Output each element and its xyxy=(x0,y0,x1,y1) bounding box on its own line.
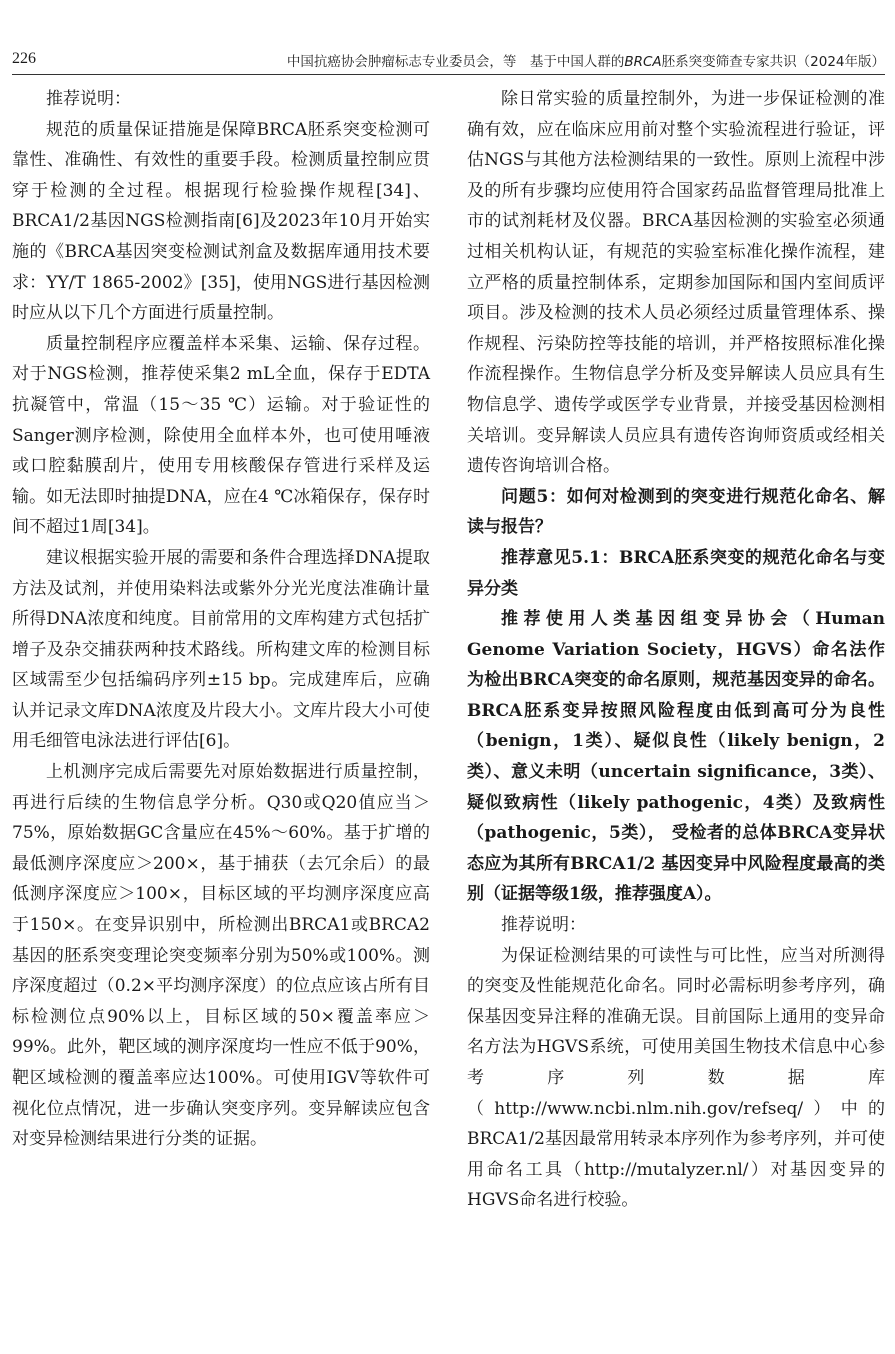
page-header xyxy=(12,46,885,75)
page-number: 226 xyxy=(12,50,36,67)
left-column xyxy=(12,84,430,1155)
paragraph-quality-assurance: 规范的质量保证措施是保障BRCA胚系突变检测可靠性、准确性、有效性的重要手段。检测质量控制应贯穿于检测的全过程。根据现行检验操作规程[34]、BRCA1/2基因NGS检测指南[6]及2023年10月开始实施的《BRCA基因突变检测试剂盒及数据库通用技术要求：YY/T 1865-2002》[35]，使用NGS进行基因检测时应从以下几个方面进行质量控制。 xyxy=(12,119,430,324)
recommendation-note-label: 推荐说明： xyxy=(46,89,131,109)
paragraph-dna-extraction: 建议根据实验开展的需要和条件合理选择DNA提取方法及试剂，并使用染料法或紫外分光光度法准确计量所得DNA浓度和纯度。目前常用的文库构建方式包括扩增子及杂交捕获两种技术路线。所构建文库的检测目标区域需至少包括编码序列±15 bp。完成建库后，应确认并记录文库DNA浓度及片段大小。文库片段大小可使用毛细管电泳法进行评估[6]。 xyxy=(12,547,430,752)
recommendation-5-1-heading: 推荐意见5.1：BRCA胚系突变的规范化命名与变异分类 xyxy=(467,547,885,599)
recommendation-5-1-body: 推荐使用人类基因组变异协会（Human Genome Variation Society，HGVS）命名法作为检出BRCA突变的命名原则，规范基因变异的命名。BRCA胚系变异按照风险程度由低到高可分为良性（benign，1类）、疑似良性（likely benign，2类）、意义未明（uncertain significance，3类）、疑似致病性（likely pathogenic，4类）及致病性（pathogenic，5类）， 受检者的总体BRCA变异状态应为其所有BRCA1/2 基因变异中风险程度最高的类别（证据等级1级，推荐强度A）。 xyxy=(467,609,885,905)
paragraph-sequencing-qc: 上机测序完成后需要先对原始数据进行质量控制，再进行后续的生物信息学分析。Q30或Q20值应当＞75%，原始数据GC含量应在45%～60%。基于扩增的最低测序深度应＞200×，基于捕获（去冗余后）的最低测序深度应＞100×，目标区域的平均测序深度应高于150×。在变异识别中，所检测出BRCA1或BRCA2基因的胚系突变理论突变频率分别为50%或100%。测序深度超过（0.2×平均测序深度）的位点应该占所有目标检测位点90%以上，目标区域的50×覆盖率应＞99%。此外，靶区域的测序深度均一性应不低于90%，靶区域检测的覆盖率应达100%。可使用IGV等软件可视化位点情况，进一步确认突变序列。变异解读应包含对变异检测结果进行分类的证据。 xyxy=(12,762,430,1150)
question-5-heading: 问题5：如何对检测到的突变进行规范化命名、解读与报告？ xyxy=(467,486,885,538)
paragraph-lab-validation: 除日常实验的质量控制外，为进一步保证检测的准确有效，应在临床应用前对整个实验流程进行验证，评估NGS与其他方法检测结果的一致性。原则上流程中涉及的所有步骤均应使用符合国家药品监督管理局批准上市的试剂耗材及仪器。BRCA基因检测的实验室必须通过相关机构认证，有规范的实验室标准化操作流程，建立严格的质量控制体系，定期参加国际和国内室间质评项目。涉及检测的技术人员必须经过质量管理体系、操作规程、污染防控等技能的培训，并严格按照标准化操作流程操作。生物信息学分析及变异解读人员应具有生物信息学、遗传学或医学专业背景，并接受基因检测相关培训。变异解读人员应具有遗传咨询师资质或经相关遗传咨询培训合格。 xyxy=(467,89,885,477)
paragraph-sample-collection: 质量控制程序应覆盖样本采集、运输、保存过程。对于NGS检测，推荐使采集2 mL全血，保存于EDTA抗凝管中，常温（15～35 ℃）运输。对于验证性的Sanger测序检测，除使用全血样本外，也可使用唾液或口腔黏膜刮片，使用专用核酸保存管进行采样及运输。如无法即时抽提DNA，应在4 ℃冰箱保存，保存时间不超过1周[34]。 xyxy=(12,333,430,538)
running-title: 中国抗癌协会肿瘤标志专业委员会，等 基于中国人群的BRCA胚系突变筛查专家共识（2024年版） xyxy=(286,54,885,70)
recommendation-note-label-2: 推荐说明： xyxy=(501,915,586,936)
right-column xyxy=(467,84,885,1216)
paragraph-hgvs-naming: 为保证检测结果的可读性与可比性，应当对所测得的突变及性能规范化命名。同时必需标明参考序列，确保基因变异注释的准确无误。目前国际上通用的变异命名方法为HGVS系统，可使用美国生物技术信息中心参考序列数据库（http://www.ncbi.nlm.nih.gov/refseq/）中的BRCA1/2基因最常用转录本序列作为参考序列，并可使用命名工具（http://mutalyzer.nl/）对基因变异的HGVS命名进行校验。 xyxy=(467,945,885,1211)
